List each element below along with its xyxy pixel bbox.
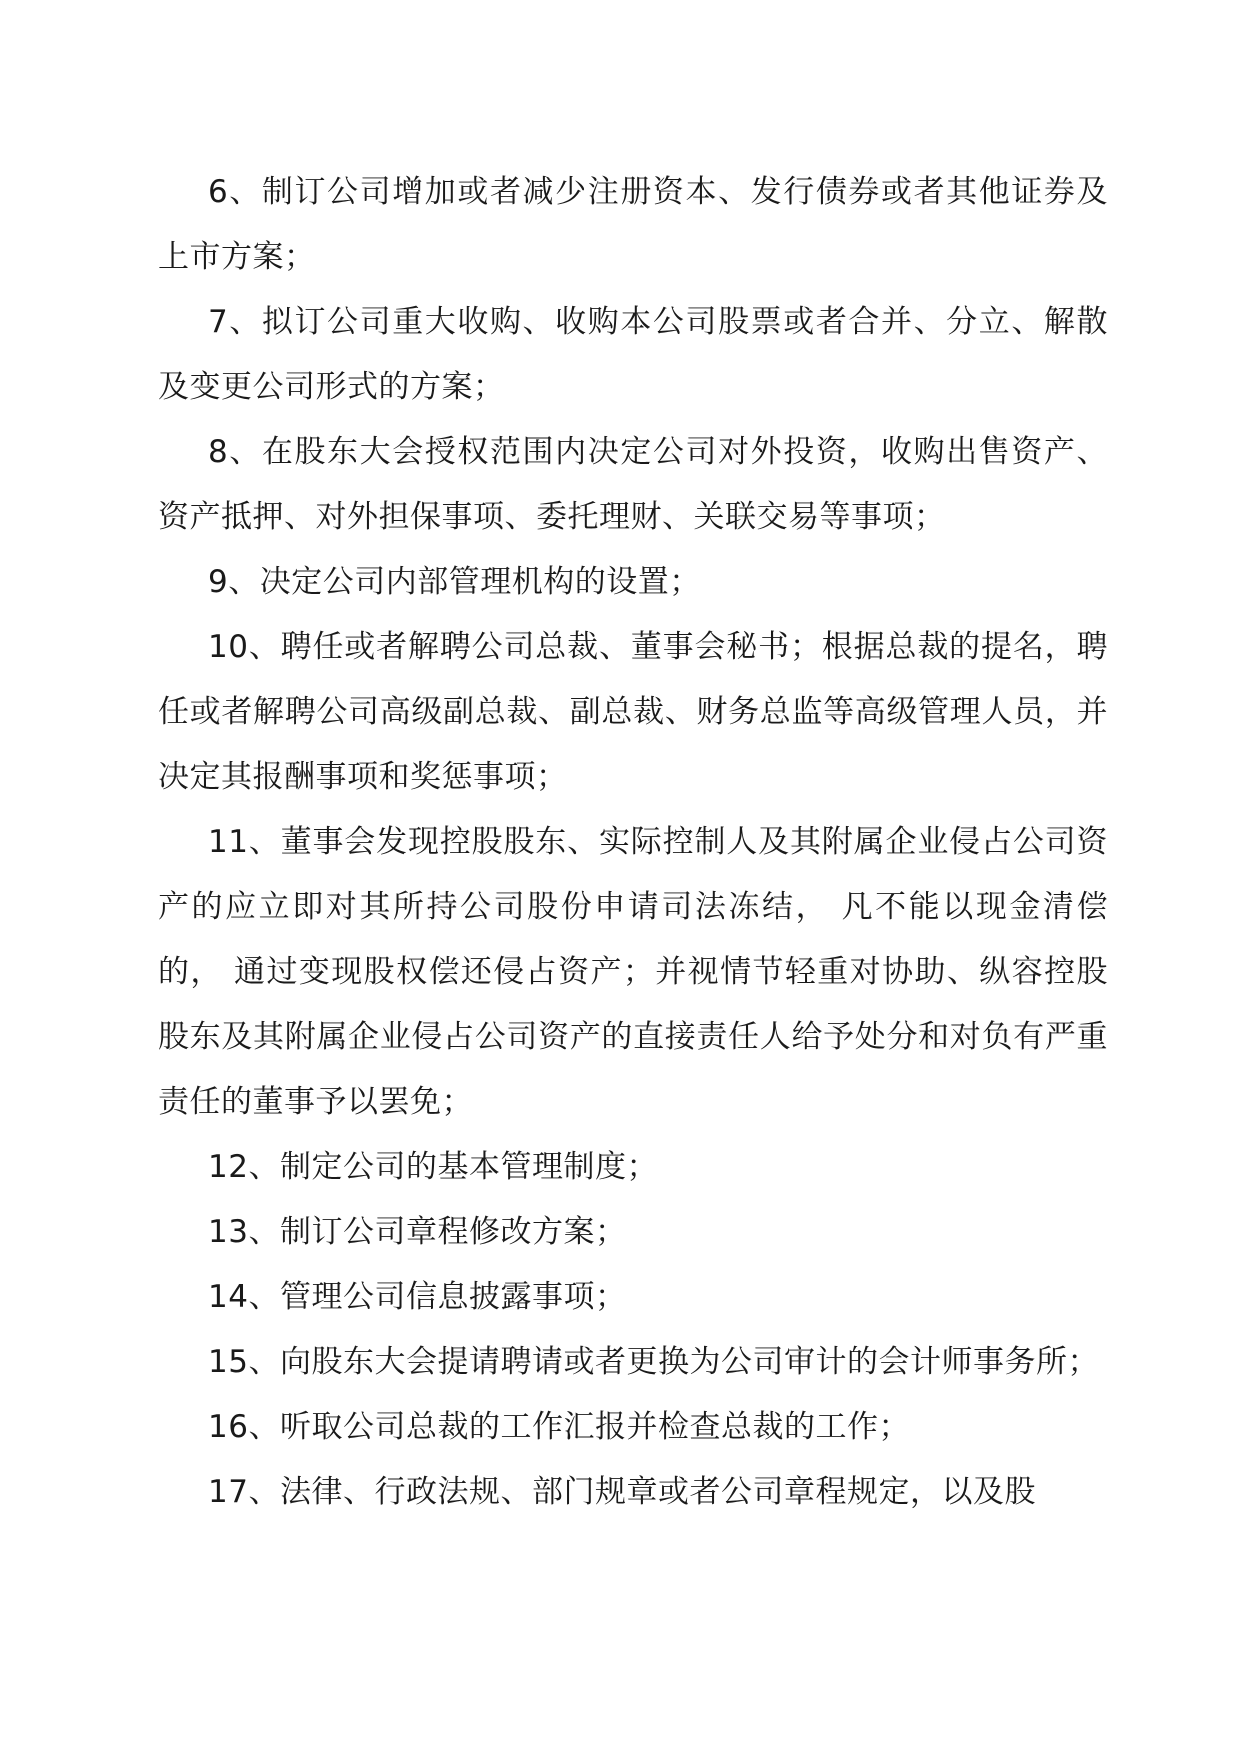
paragraph-item-8: 8、在股东大会授权范围内决定公司对外投资，收购出售资产、资产抵押、对外担保事项、委托理财、关联交易等事项； xyxy=(158,434,1108,535)
paragraph-item-15: 15、向股东大会提请聘请或者更换为公司审计的会计师事务所； xyxy=(208,1344,1099,1380)
paragraph-item-16: 16、听取公司总裁的工作汇报并检查总裁的工作； xyxy=(208,1409,910,1445)
paragraph-item-13: 13、制订公司章程修改方案； xyxy=(208,1214,627,1250)
paragraph-item-11: 11、董事会发现控股股东、实际控制人及其附属企业侵占公司资产的应立即对其所持公司股份申请司法冻结， 凡不能以现金清偿的， 通过变现股权偿还侵占资产；并视情节轻重对协助、纵容控股股东及其附属企业侵占公司资产的直接责任人给予处分和对负有严重责任的董事予以罢免； xyxy=(158,824,1108,1120)
paragraph-item-9: 9、决定公司内部管理机构的设置； xyxy=(208,564,701,600)
paragraph-item-10: 10、聘任或者解聘公司总裁、董事会秘书；根据总裁的提名，聘任或者解聘公司高级副总裁、副总裁、财务总监等高级管理人员，并决定其报酬事项和奖惩事项； xyxy=(158,629,1108,795)
paragraph-item-7: 7、拟订公司重大收购、收购本公司股票或者合并、分立、解散及变更公司形式的方案； xyxy=(158,304,1108,405)
paragraph-item-12: 12、制定公司的基本管理制度； xyxy=(208,1149,658,1185)
paragraph-item-14: 14、管理公司信息披露事项； xyxy=(208,1279,627,1315)
paragraph-item-6: 6、制订公司增加或者减少注册资本、发行债券或者其他证券及上市方案； xyxy=(158,174,1108,275)
document-body xyxy=(158,160,1108,1525)
paragraph-item-17: 17、法律、行政法规、部门规章或者公司章程规定，以及股 xyxy=(208,1474,1036,1510)
